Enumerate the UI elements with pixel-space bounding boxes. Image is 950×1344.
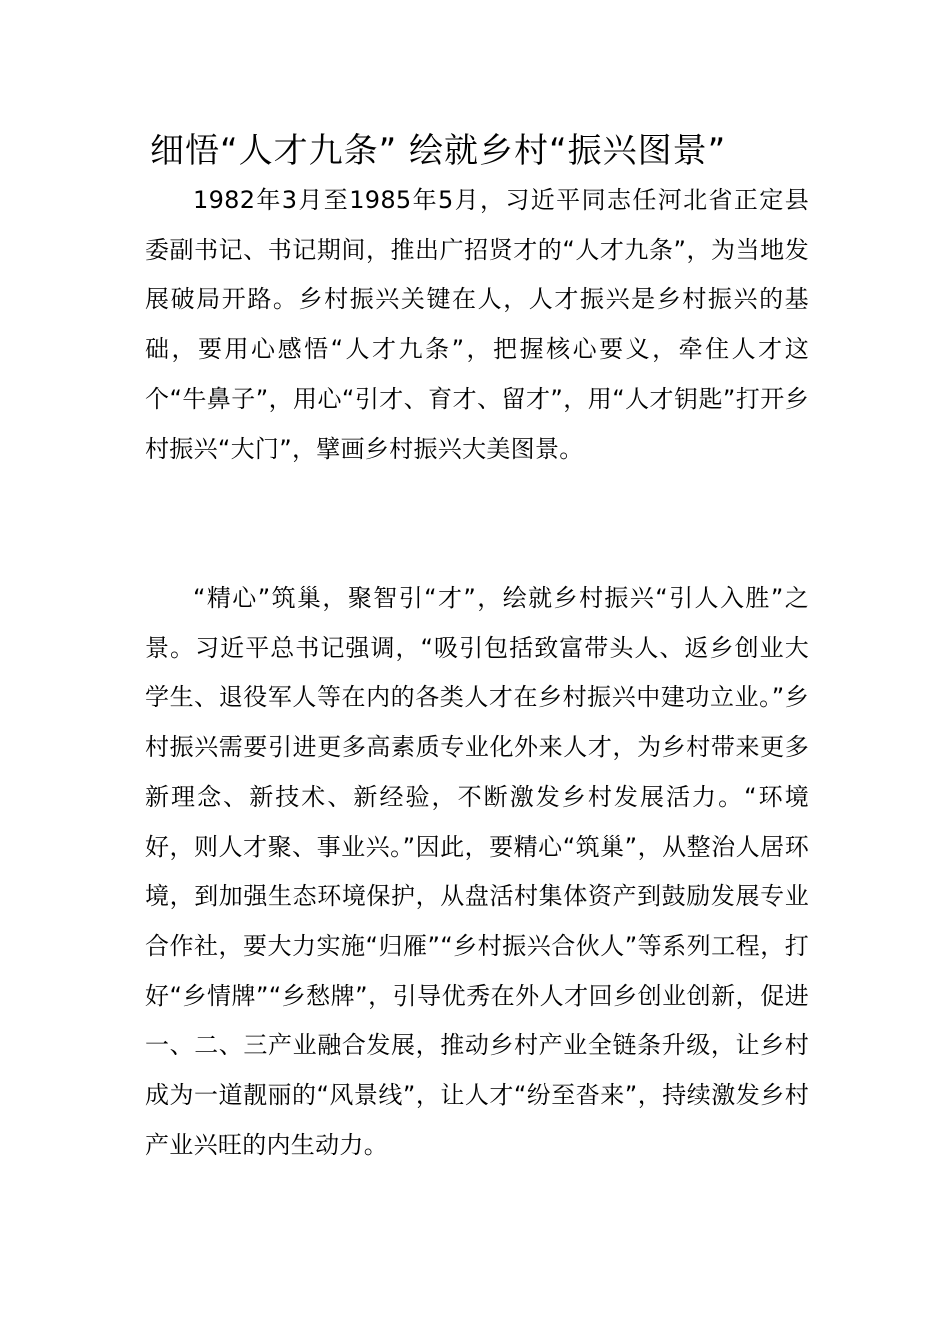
- document-title: 细悟“人才九条” 绘就乡村“振兴图景”: [150, 131, 727, 171]
- paragraph-intro: 1982年3月至1985年5月，习近平同志任河北省正定县委副书记、书记期间，推出广招贤才的“人才九条”，为当地发展破局开路。乡村振兴关键在人，人才振兴是乡村振兴的基础，要用心感悟“人才九条”，把握核心要义，牵住人才这个“牛鼻子”，用心“引才、育才、留才”，用“人才钥匙”打开乡村振兴“大门”，擘画乡村振兴大美图景。: [145, 186, 809, 463]
- paragraph-attract-talent: “精心”筑巢，聚智引“才”，绘就乡村振兴“引人入胜”之景。习近平总书记强调，“吸引包括致富带头人、返乡创业大学生、退役军人等在内的各类人才在乡村振兴中建功立业。”乡村振兴需要引进更多高素质专业化外来人才，为乡村带来更多新理念、新技术、新经验，不断激发乡村发展活力。“环境好，则人才聚、事业兴。”因此，要精心“筑巢”，从整治人居环境，到加强生态环境保护，从盘活村集体资产到鼓励发展专业合作社，要大力实施“归雁”“乡村振兴合伙人”等系列工程，打好“乡情牌”“乡愁牌”，引导优秀在外人才回乡创业创新，促进一、二、三产业融合发展，推动乡村产业全链条升级，让乡村成为一道靓丽的“风景线”，让人才“纷至沓来”，持续激发乡村产业兴旺的内生动力。: [145, 584, 809, 1159]
